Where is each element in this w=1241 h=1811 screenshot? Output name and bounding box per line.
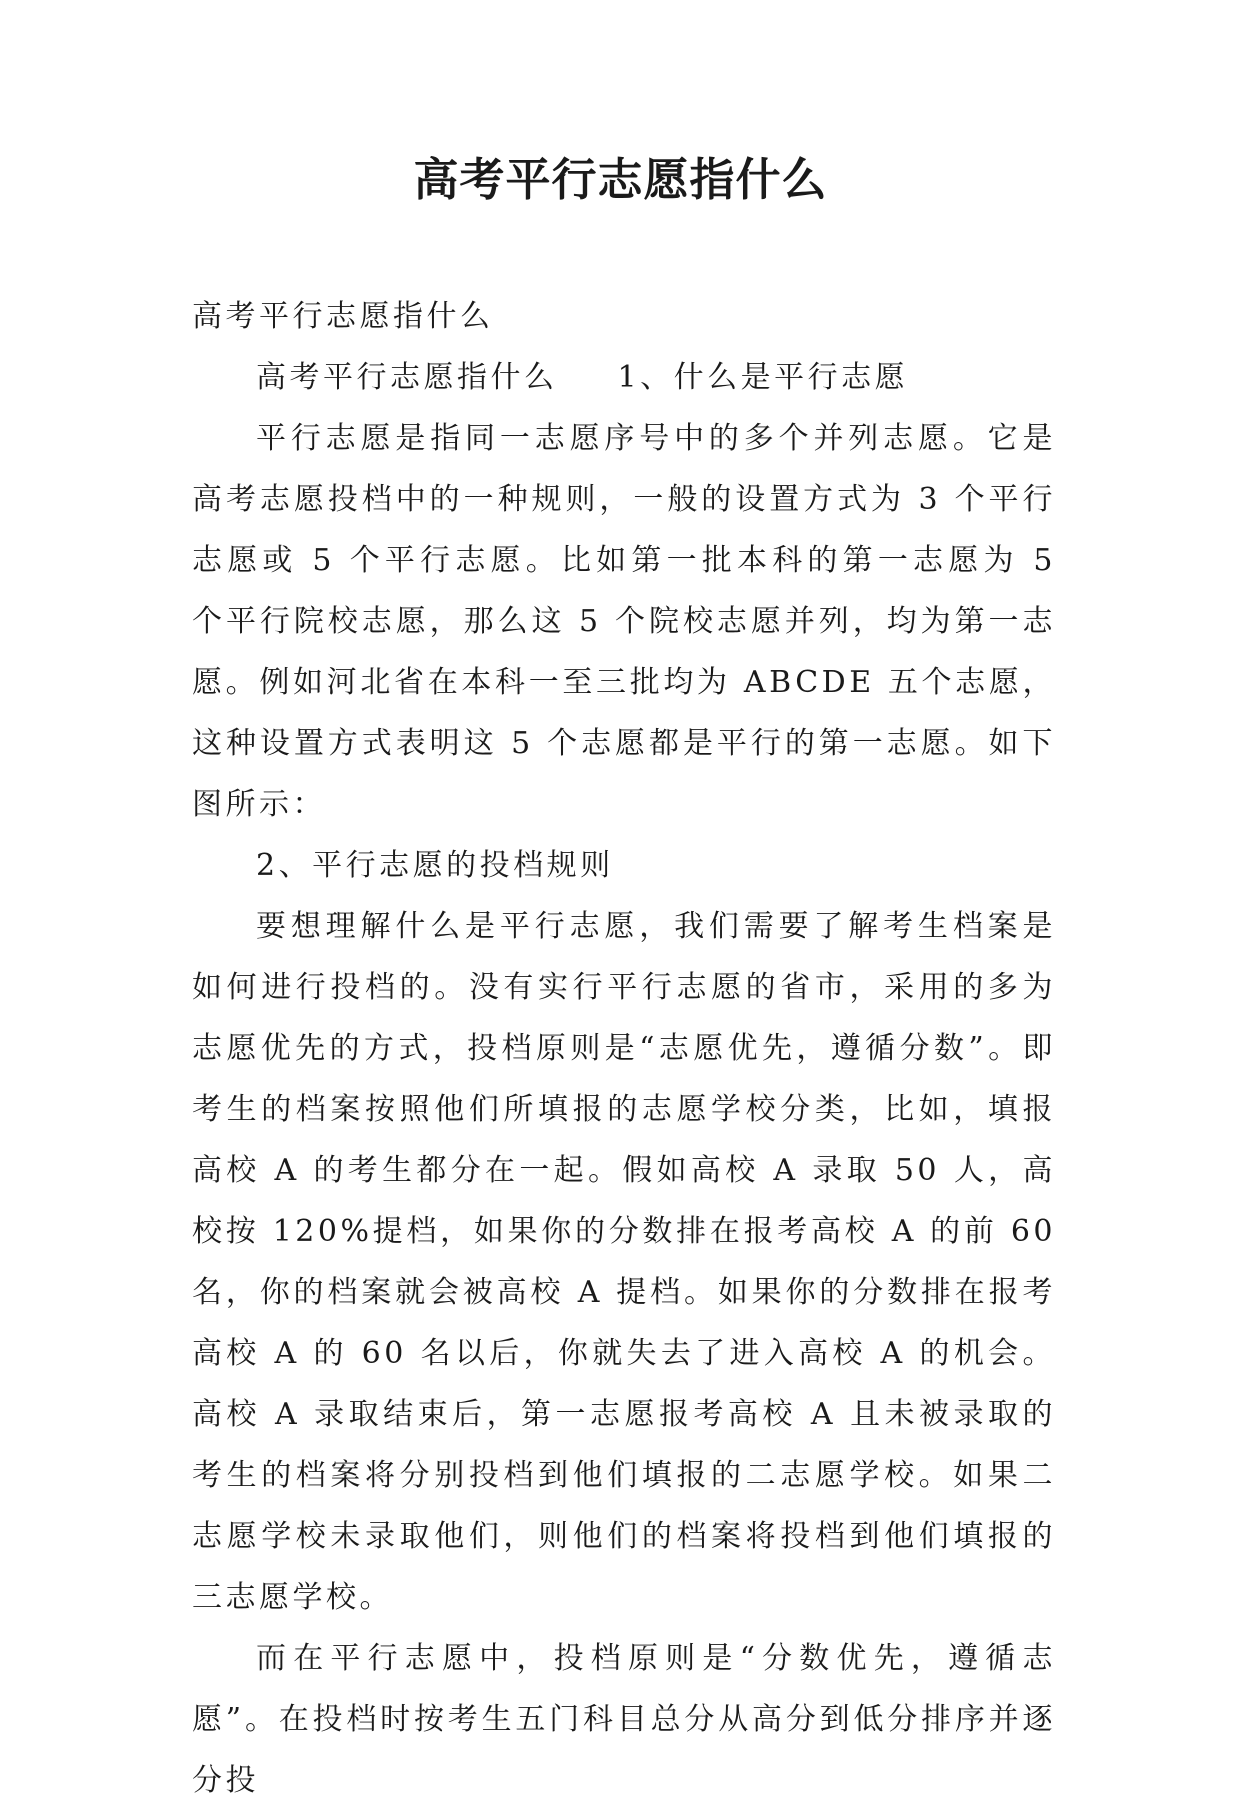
document-subtitle: 高考平行志愿指什么: [192, 299, 494, 334]
document-title: 高考平行志愿指什么: [413, 153, 828, 206]
paragraph: 平行志愿是指同一志愿序号中的多个并列志愿。它是高考志愿投档中的一种规则，一般的设置方式为 3 个平行志愿或 5 个平行志愿。比如第一批本科的第一志愿为 5 个平行院校志愿，那么这 5 个院校志愿并列，均为第一志愿。例如河北省在本科一至三批均为 ABCDE 五个志愿，这种设置方式表明这 5 个志愿都是平行的第一志愿。如下图所示：: [192, 421, 1056, 822]
lead-line: [192, 347, 1056, 408]
lead-text-part1: 高考平行志愿指什么: [256, 360, 558, 395]
paragraph: 而在平行志愿中，投档原则是“分数优先，遵循志愿”。在投档时按考生五门科目总分从高分到低分排序并逐分投: [192, 1641, 1056, 1798]
paragraph: 要想理解什么是平行志愿，我们需要了解考生档案是如何进行投档的。没有实行平行志愿的省市，采用的多为志愿优先的方式，投档原则是“志愿优先，遵循分数”。即考生的档案按照他们所填报的志愿学校分类，比如，填报高校 A 的考生都分在一起。假如高校 A 录取 50 人，高校按 120%提档，如果你的分数排在报考高校 A 的前 60 名，你的档案就会被高校 A 提档。如果你的分数排在报考高校 A 的 60 名以后，你就失去了进入高校 A 的机会。高校 A 录取结束后，第一志愿报考高校 A 且未被录取的考生的档案将分别投档到他们填报的二志愿学校。如果二志愿学校未录取他们，则他们的档案将投档到他们填报的三志愿学校。: [192, 909, 1056, 1615]
section-heading-2: 2、平行志愿的投档规则: [256, 848, 614, 883]
document-body: [192, 286, 1056, 1811]
section-heading-1: 1、什么是平行志愿: [617, 360, 909, 395]
